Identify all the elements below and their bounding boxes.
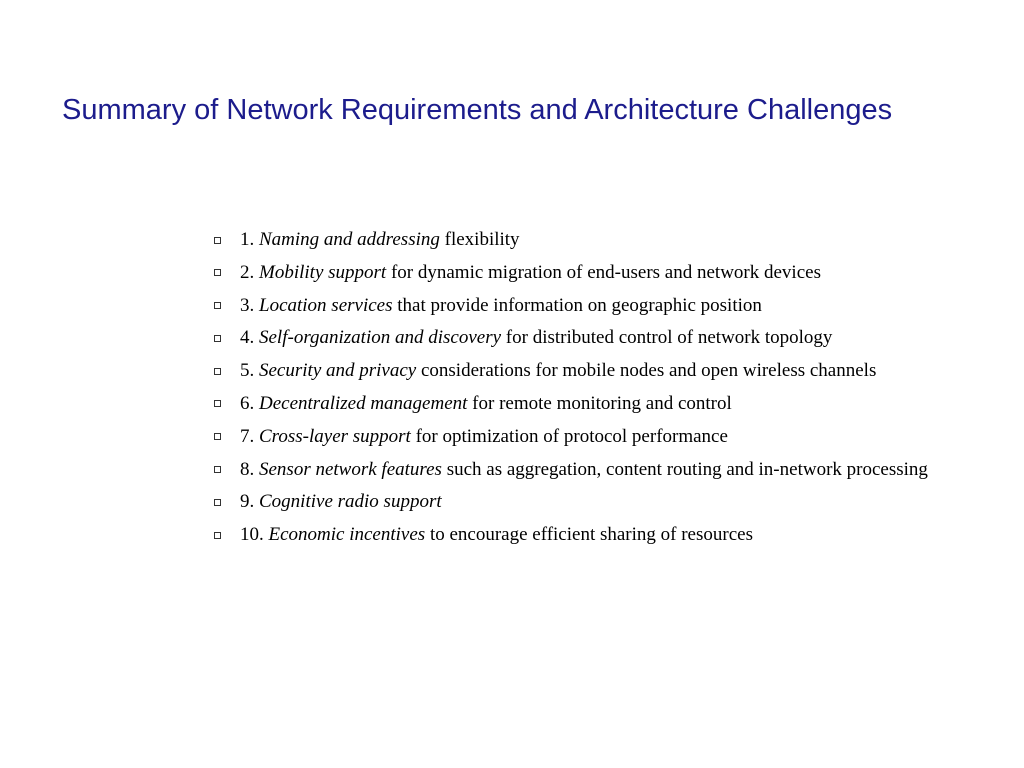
item-text: that provide information on geographic position: [397, 294, 762, 316]
item-number: 7.: [240, 425, 255, 447]
item-term: Cross-layer support: [259, 425, 411, 447]
item-number: 5.: [240, 360, 255, 382]
list-item: [214, 489, 963, 515]
item-term: Self-organization and discovery: [259, 327, 502, 349]
hollow-square-icon: [214, 368, 221, 375]
list-item: [214, 522, 963, 548]
hollow-square-icon: [214, 499, 221, 506]
item-text: such as aggregation, content routing and in-network processing: [446, 458, 928, 480]
list-item: [214, 293, 963, 319]
item-text: for remote monitoring and control: [472, 392, 732, 414]
item-text: for dynamic migration of end-users and network devices: [390, 261, 821, 283]
slide-title: Summary of Network Requirements and Architecture Challenges: [62, 94, 893, 126]
hollow-square-icon: [214, 400, 221, 407]
item-text: to encourage efficient sharing of resources: [429, 524, 753, 546]
list-item: [214, 325, 963, 351]
requirements-list: [214, 227, 963, 555]
hollow-square-icon: [214, 237, 221, 244]
item-term: Mobility support: [259, 261, 387, 283]
item-text: for optimization of protocol performance: [415, 425, 728, 447]
item-number: 9.: [240, 491, 255, 513]
item-text: considerations for mobile nodes and open wireless channels: [420, 360, 877, 382]
item-term: Sensor network features: [259, 458, 442, 480]
hollow-square-icon: [214, 433, 221, 440]
item-number: 2.: [240, 261, 255, 283]
list-item: [214, 391, 963, 417]
item-text: flexibility: [444, 229, 520, 250]
list-item: [214, 457, 963, 483]
item-term: Naming and addressing: [259, 229, 440, 250]
item-term: Cognitive radio support: [259, 491, 442, 513]
item-term: Location services: [259, 294, 393, 316]
item-number: 10.: [240, 524, 264, 546]
item-number: 3.: [240, 294, 255, 316]
item-number: 8.: [240, 458, 255, 480]
item-number: 4.: [240, 327, 255, 349]
item-number: 6.: [240, 392, 255, 414]
list-item: [214, 227, 963, 253]
item-text: for distributed control of network topology: [505, 327, 833, 349]
item-term: Economic incentives: [268, 524, 426, 546]
hollow-square-icon: [214, 335, 221, 342]
list-item: [214, 424, 963, 450]
hollow-square-icon: [214, 302, 221, 309]
list-item: [214, 260, 963, 286]
hollow-square-icon: [214, 269, 221, 276]
hollow-square-icon: [214, 532, 221, 539]
item-number: 1.: [240, 229, 255, 250]
hollow-square-icon: [214, 466, 221, 473]
item-term: Security and privacy: [259, 360, 417, 382]
list-item: [214, 358, 963, 384]
item-term: Decentralized management: [259, 392, 468, 414]
